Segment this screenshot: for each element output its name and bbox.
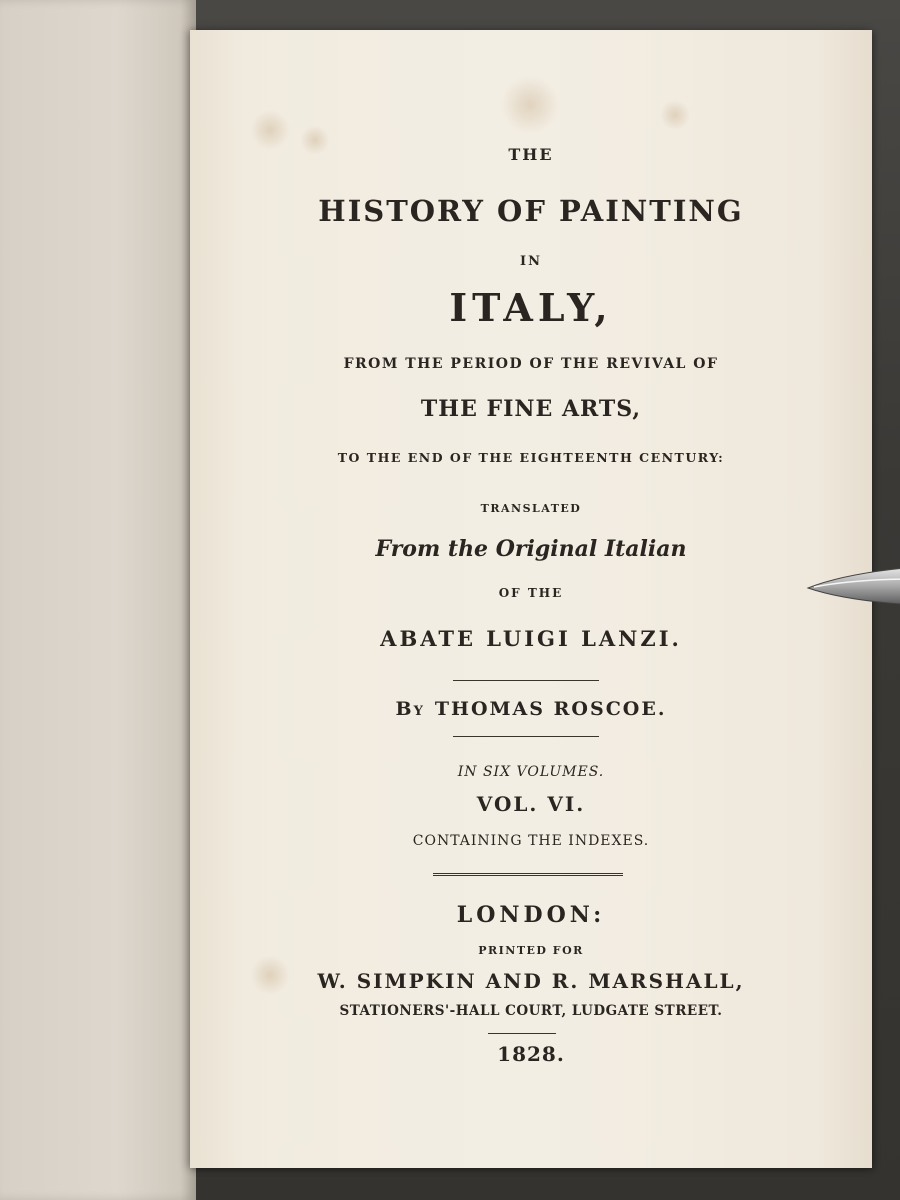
publishers-line: W. SIMPKIN AND R. MARSHALL, <box>317 969 745 993</box>
city-line: LONDON: <box>456 902 606 928</box>
period-line: FROM THE PERIOD OF THE REVIVAL OF <box>343 356 719 372</box>
address-line: STATIONERS'-HALL COURT, LUDGATE STREET. <box>339 1003 723 1019</box>
fine-arts-line: THE FINE ARTS, <box>420 396 642 422</box>
by-prefix: By <box>395 698 425 720</box>
containing-line: CONTAINING THE INDEXES. <box>412 833 650 849</box>
volume-line: VOL. VI. <box>476 792 586 816</box>
letter-opener-icon <box>806 565 900 609</box>
original-italian-line: From the Original Italian <box>375 536 687 562</box>
title-page <box>190 30 872 1168</box>
rule-top <box>453 680 599 681</box>
book-cover-left <box>0 0 196 1200</box>
foxing-spot <box>250 110 290 150</box>
of-the-line: OF THE <box>498 586 564 600</box>
rule-bottom <box>488 1033 556 1034</box>
country-line: ITALY, <box>449 285 613 330</box>
author-line: ABATE LUIGI LANZI. <box>380 626 682 651</box>
end-line: TO THE END OF THE EIGHTEENTH CENTURY: <box>337 450 725 465</box>
rule-middle <box>453 736 599 737</box>
foxing-spot <box>500 75 560 135</box>
translator-name: THOMAS ROSCOE. <box>434 698 667 720</box>
translated-line: TRANSLATED <box>480 502 582 515</box>
the-line: THE <box>508 145 554 164</box>
translator-line <box>190 698 872 720</box>
year-line: 1828. <box>497 1042 565 1066</box>
volumes-line: IN SIX VOLUMES. <box>457 764 605 780</box>
foxing-spot <box>660 100 690 130</box>
main-title: HISTORY OF PAINTING <box>318 194 744 228</box>
printed-for-line: PRINTED FOR <box>478 944 584 957</box>
rule-double <box>433 873 623 876</box>
in-line: IN <box>520 254 542 269</box>
